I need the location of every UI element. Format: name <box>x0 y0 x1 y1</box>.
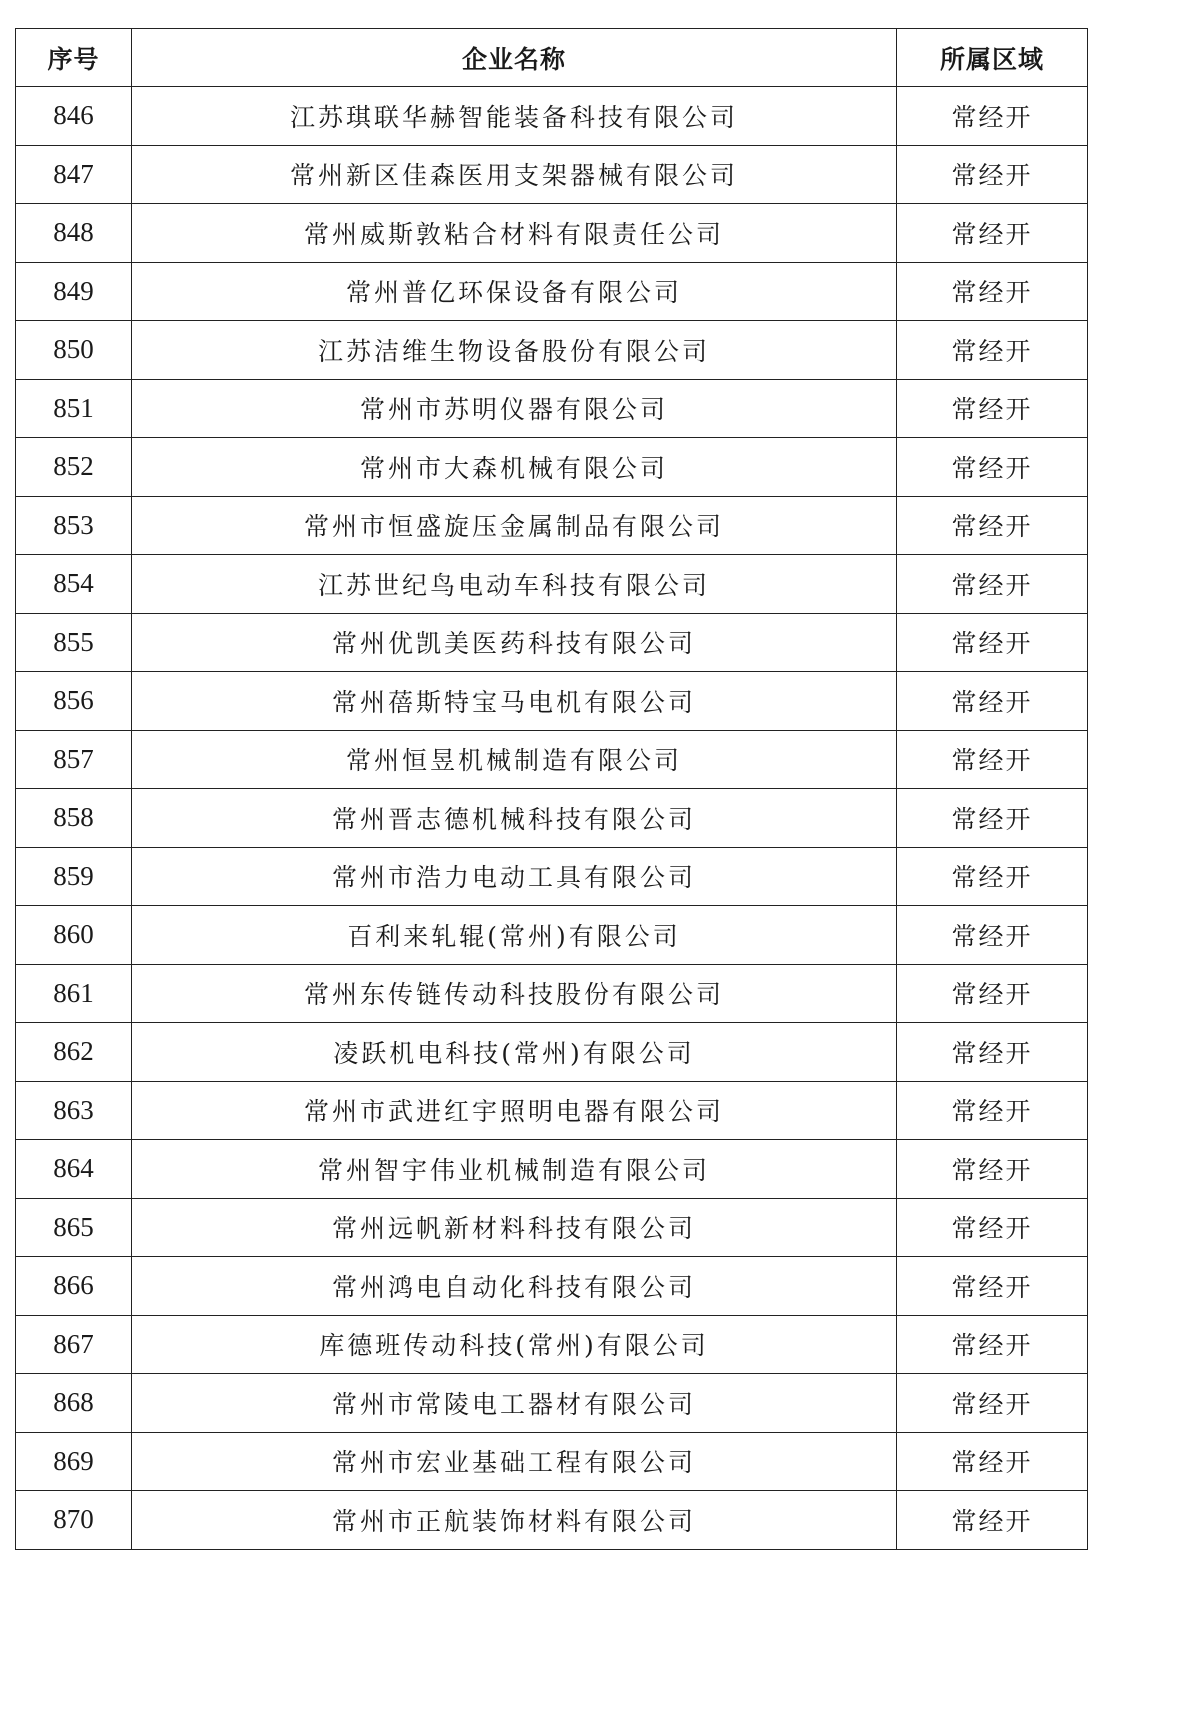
serial-number-cell: 857 <box>16 730 132 789</box>
company-name-cell: 常州市武进红宇照明电器有限公司 <box>132 1081 897 1140</box>
serial-number-cell: 846 <box>16 87 132 146</box>
serial-number-cell: 856 <box>16 672 132 731</box>
serial-number-cell: 867 <box>16 1315 132 1374</box>
table-row <box>16 555 1088 614</box>
serial-number-cell: 850 <box>16 321 132 380</box>
table-row <box>16 1315 1088 1374</box>
company-name-cell: 常州晋志德机械科技有限公司 <box>132 789 897 848</box>
region-cell: 常经开 <box>897 262 1088 321</box>
region-cell: 常经开 <box>897 1315 1088 1374</box>
enterprise-table <box>15 28 1088 1550</box>
company-name-cell: 常州新区佳森医用支架器械有限公司 <box>132 145 897 204</box>
table-row <box>16 613 1088 672</box>
table-row <box>16 789 1088 848</box>
region-cell: 常经开 <box>897 906 1088 965</box>
region-cell: 常经开 <box>897 555 1088 614</box>
table-row <box>16 1257 1088 1316</box>
serial-number-cell: 868 <box>16 1374 132 1433</box>
region-cell: 常经开 <box>897 1198 1088 1257</box>
table-row <box>16 672 1088 731</box>
company-name-cell: 凌跃机电科技(常州)有限公司 <box>132 1023 897 1082</box>
header-serial-number: 序号 <box>16 29 132 87</box>
region-cell: 常经开 <box>897 672 1088 731</box>
company-name-cell: 常州市苏明仪器有限公司 <box>132 379 897 438</box>
table-body <box>16 87 1088 1550</box>
table-row <box>16 906 1088 965</box>
region-cell: 常经开 <box>897 496 1088 555</box>
region-cell: 常经开 <box>897 1081 1088 1140</box>
region-cell: 常经开 <box>897 613 1088 672</box>
serial-number-cell: 866 <box>16 1257 132 1316</box>
region-cell: 常经开 <box>897 1374 1088 1433</box>
region-cell: 常经开 <box>897 1432 1088 1491</box>
region-cell: 常经开 <box>897 1257 1088 1316</box>
serial-number-cell: 870 <box>16 1491 132 1550</box>
region-cell: 常经开 <box>897 379 1088 438</box>
table-row <box>16 1081 1088 1140</box>
serial-number-cell: 862 <box>16 1023 132 1082</box>
table-row <box>16 847 1088 906</box>
company-name-cell: 常州优凯美医药科技有限公司 <box>132 613 897 672</box>
serial-number-cell: 859 <box>16 847 132 906</box>
company-name-cell: 常州普亿环保设备有限公司 <box>132 262 897 321</box>
company-name-cell: 常州市常陵电工器材有限公司 <box>132 1374 897 1433</box>
table-row <box>16 204 1088 263</box>
table-row <box>16 730 1088 789</box>
company-name-cell: 江苏洁维生物设备股份有限公司 <box>132 321 897 380</box>
serial-number-cell: 854 <box>16 555 132 614</box>
company-name-cell: 常州市正航装饰材料有限公司 <box>132 1491 897 1550</box>
table-row <box>16 87 1088 146</box>
serial-number-cell: 847 <box>16 145 132 204</box>
company-name-cell: 常州威斯敦粘合材料有限责任公司 <box>132 204 897 263</box>
header-region: 所属区域 <box>897 29 1088 87</box>
company-name-cell: 常州市宏业基础工程有限公司 <box>132 1432 897 1491</box>
company-name-cell: 常州恒昱机械制造有限公司 <box>132 730 897 789</box>
region-cell: 常经开 <box>897 438 1088 497</box>
region-cell: 常经开 <box>897 1023 1088 1082</box>
table-row <box>16 1491 1088 1550</box>
table-row <box>16 964 1088 1023</box>
serial-number-cell: 848 <box>16 204 132 263</box>
table-row <box>16 1140 1088 1199</box>
table-row <box>16 1023 1088 1082</box>
header-row <box>16 29 1088 87</box>
company-name-cell: 常州远帆新材料科技有限公司 <box>132 1198 897 1257</box>
serial-number-cell: 869 <box>16 1432 132 1491</box>
serial-number-cell: 852 <box>16 438 132 497</box>
company-name-cell: 百利来轧辊(常州)有限公司 <box>132 906 897 965</box>
table-row <box>16 145 1088 204</box>
company-name-cell: 常州智宇伟业机械制造有限公司 <box>132 1140 897 1199</box>
company-name-cell: 江苏世纪鸟电动车科技有限公司 <box>132 555 897 614</box>
region-cell: 常经开 <box>897 145 1088 204</box>
region-cell: 常经开 <box>897 87 1088 146</box>
company-name-cell: 常州市恒盛旋压金属制品有限公司 <box>132 496 897 555</box>
serial-number-cell: 860 <box>16 906 132 965</box>
serial-number-cell: 855 <box>16 613 132 672</box>
table-row <box>16 379 1088 438</box>
table-row <box>16 262 1088 321</box>
company-name-cell: 常州东传链传动科技股份有限公司 <box>132 964 897 1023</box>
serial-number-cell: 864 <box>16 1140 132 1199</box>
region-cell: 常经开 <box>897 964 1088 1023</box>
region-cell: 常经开 <box>897 321 1088 380</box>
company-name-cell: 常州市大森机械有限公司 <box>132 438 897 497</box>
serial-number-cell: 863 <box>16 1081 132 1140</box>
company-name-cell: 常州市浩力电动工具有限公司 <box>132 847 897 906</box>
company-name-cell: 常州鸿电自动化科技有限公司 <box>132 1257 897 1316</box>
region-cell: 常经开 <box>897 789 1088 848</box>
table-row <box>16 1198 1088 1257</box>
region-cell: 常经开 <box>897 730 1088 789</box>
serial-number-cell: 858 <box>16 789 132 848</box>
table-row <box>16 496 1088 555</box>
table-row <box>16 438 1088 497</box>
company-name-cell: 江苏琪联华赫智能装备科技有限公司 <box>132 87 897 146</box>
header-company-name: 企业名称 <box>132 29 897 87</box>
region-cell: 常经开 <box>897 1491 1088 1550</box>
table-row <box>16 321 1088 380</box>
company-name-cell: 库德班传动科技(常州)有限公司 <box>132 1315 897 1374</box>
serial-number-cell: 865 <box>16 1198 132 1257</box>
region-cell: 常经开 <box>897 1140 1088 1199</box>
company-name-cell: 常州蓓斯特宝马电机有限公司 <box>132 672 897 731</box>
table-row <box>16 1432 1088 1491</box>
serial-number-cell: 861 <box>16 964 132 1023</box>
serial-number-cell: 849 <box>16 262 132 321</box>
serial-number-cell: 851 <box>16 379 132 438</box>
region-cell: 常经开 <box>897 204 1088 263</box>
region-cell: 常经开 <box>897 847 1088 906</box>
table-row <box>16 1374 1088 1433</box>
table-header <box>16 29 1088 87</box>
serial-number-cell: 853 <box>16 496 132 555</box>
